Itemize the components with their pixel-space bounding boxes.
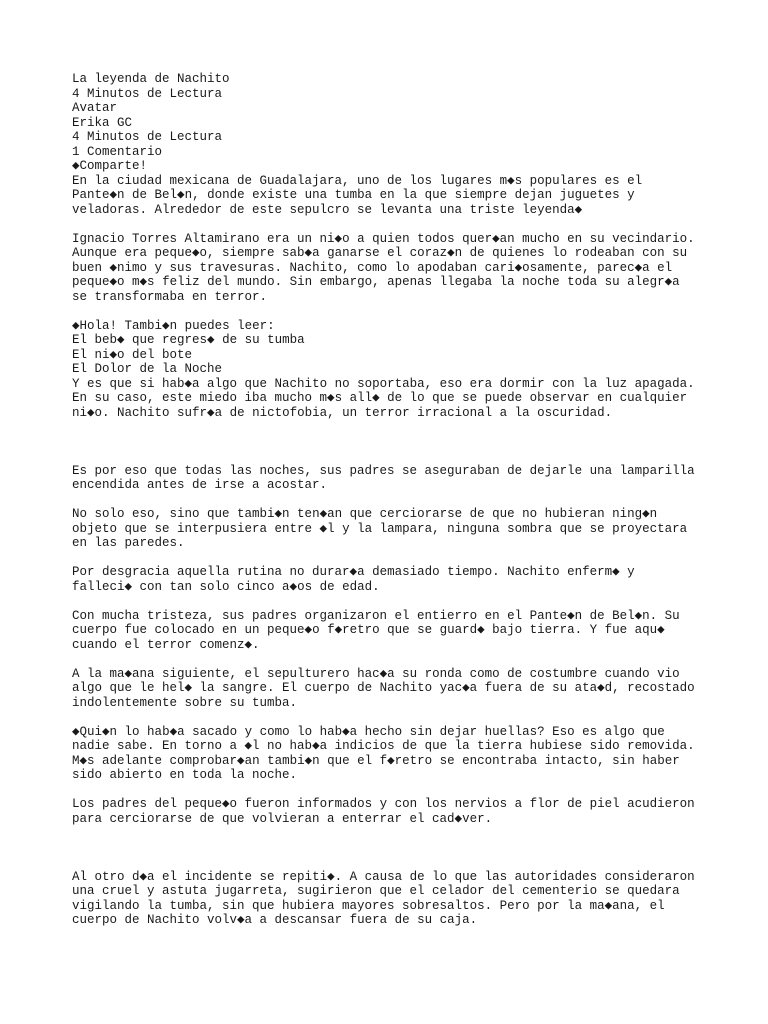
paragraph-gap <box>72 594 712 609</box>
text-line: Los padres del peque◆o fueron informados y con los nervios a flor de piel acudieron <box>72 797 695 811</box>
related-link[interactable]: El ni◆o del bote <box>72 347 193 362</box>
paragraph-gap <box>72 710 712 725</box>
paragraph-gap <box>72 420 712 464</box>
text-line: Es por eso que todas las noches, sus padres se aseguraban de dejarle una lamparilla <box>72 463 695 478</box>
text-line: En su caso, este miedo iba mucho m◆s all◆ de lo que se puede observar en cualquier <box>72 391 688 405</box>
text-line: No solo eso, sino que tambi◆n ten◆an que cerciorarse de que no hubieran ning◆n <box>72 507 658 521</box>
document-title: La leyenda de Nachito <box>72 72 230 86</box>
author-name: Erika GC <box>72 115 133 130</box>
text-line: Y es que si hab◆a algo que Nachito no soportaba, eso era dormir con la luz apagada. <box>72 376 695 391</box>
related-link[interactable]: El beb◆ que regres◆ de su tumba <box>72 333 305 347</box>
paragraph-gap <box>72 783 712 798</box>
text-line: se transformaba en terror. <box>72 289 268 304</box>
avatar-label: Avatar <box>72 101 118 115</box>
paragraph-4 <box>72 464 712 493</box>
text-line: Al otro d◆a el incidente se repiti◆. A causa de lo que las autoridades consideraron <box>72 869 695 884</box>
paragraph-5 <box>72 507 712 551</box>
share-label: ◆Comparte! <box>72 159 148 173</box>
text-line: A la ma◆ana siguiente, el sepulturero hac◆a su ronda como de costumbre cuando vio <box>72 666 680 681</box>
text-line: buen ◆nimo y sus travesuras. Nachito, como lo apodaban cari◆osamente, parec◆a el <box>72 260 673 275</box>
paragraph-9 <box>72 725 712 783</box>
paragraph-11 <box>72 870 712 928</box>
text-line: sido abierto en toda la noche. <box>72 768 298 782</box>
text-line: encendida antes de irse a acostar. <box>72 478 328 492</box>
text-line: falleci◆ con tan solo cinco a◆os de edad. <box>72 579 380 594</box>
paragraph-10 <box>72 797 712 826</box>
paragraph-2 <box>72 232 712 305</box>
header-block <box>72 72 712 174</box>
text-line: Con mucha tristeza, sus padres organizaron el entierro en el Pante◆n de Bel◆n. Su <box>72 608 680 623</box>
text-line: veladoras. Alrededor de este sepulcro se levanta una triste leyenda◆ <box>72 202 583 217</box>
comment-count: 1 Comentario <box>72 144 163 159</box>
paragraph-gap <box>72 826 712 870</box>
text-line: en las paredes. <box>72 536 185 550</box>
text-line: Ignacio Torres Altamirano era un ni◆o a quien todos quer◆an mucho en su vecindario. <box>72 231 695 246</box>
paragraph-gap <box>72 493 712 508</box>
reading-time-repeat: 4 Minutos de Lectura <box>72 130 223 144</box>
related-link[interactable]: El Dolor de la Noche <box>72 362 223 376</box>
text-line: Pante◆n de Bel◆n, donde existe una tumba en la que siempre dejan juguetes y <box>72 188 635 202</box>
text-line: peque◆o m◆s feliz del mundo. Sin embargo, apenas llegaba la noche toda su alegr◆a <box>72 275 680 289</box>
text-line: nadie sabe. En torno a ◆l no hab◆a indicios de que la tierra hubiese sido removida. <box>72 739 695 753</box>
paragraph-1 <box>72 174 712 218</box>
related-heading: ◆Hola! Tambi◆n puedes leer: <box>72 318 275 333</box>
text-line: algo que le hel◆ la sangre. El cuerpo de Nachito yac◆a fuera de su ata◆d, recostado <box>72 681 695 695</box>
text-line: M◆s adelante comprobar◆an tambi◆n que el f◆retro se encontraba intacto, sin haber <box>72 753 680 768</box>
text-line: ◆Qui◆n lo hab◆a sacado y como lo hab◆a hecho sin dejar huellas? Eso es algo que <box>72 724 665 739</box>
text-line: cuerpo fue colocado en un peque◆o f◆retro que se guard◆ bajo tierra. Y fue aqu◆ <box>72 623 665 637</box>
paragraph-6 <box>72 565 712 594</box>
text-line: indolentemente sobre su tumba. <box>72 695 298 710</box>
text-line: vigilando la tumba, sin que hubiera mayores sobresaltos. Pero por la ma◆ana, el <box>72 898 665 913</box>
text-line: Aunque era peque◆o, siempre sab◆a ganarse el coraz◆n de quienes lo rodeaban con su <box>72 246 688 260</box>
text-line: En la ciudad mexicana de Guadalajara, uno de los lugares m◆s populares es el <box>72 173 643 188</box>
paragraph-gap <box>72 217 712 232</box>
paragraph-gap <box>72 304 712 319</box>
text-line: objeto que se interpusiera entre ◆l y la lampara, ninguna sombra que se proyectara <box>72 521 688 536</box>
paragraph-8 <box>72 667 712 711</box>
paragraph-7 <box>72 609 712 653</box>
paragraph-gap <box>72 551 712 566</box>
paragraph-3 <box>72 319 712 421</box>
text-line: cuando el terror comenz◆. <box>72 637 260 652</box>
text-line: una cruel y astuta jugarreta, sugirieron que el celador del cementerio se quedara <box>72 884 680 898</box>
paragraph-gap <box>72 652 712 667</box>
text-line: cuerpo de Nachito volv◆a a descansar fuera de su caja. <box>72 913 478 927</box>
text-line: para cerciorarse de que volvieran a enterrar el cad◆ver. <box>72 811 493 826</box>
reading-time: 4 Minutos de Lectura <box>72 86 223 101</box>
text-line: ni◆o. Nachito sufr◆a de nictofobia, un terror irracional a la oscuridad. <box>72 405 613 420</box>
text-line: Por desgracia aquella rutina no durar◆a demasiado tiempo. Nachito enferm◆ y <box>72 565 635 579</box>
document-page <box>72 72 712 928</box>
